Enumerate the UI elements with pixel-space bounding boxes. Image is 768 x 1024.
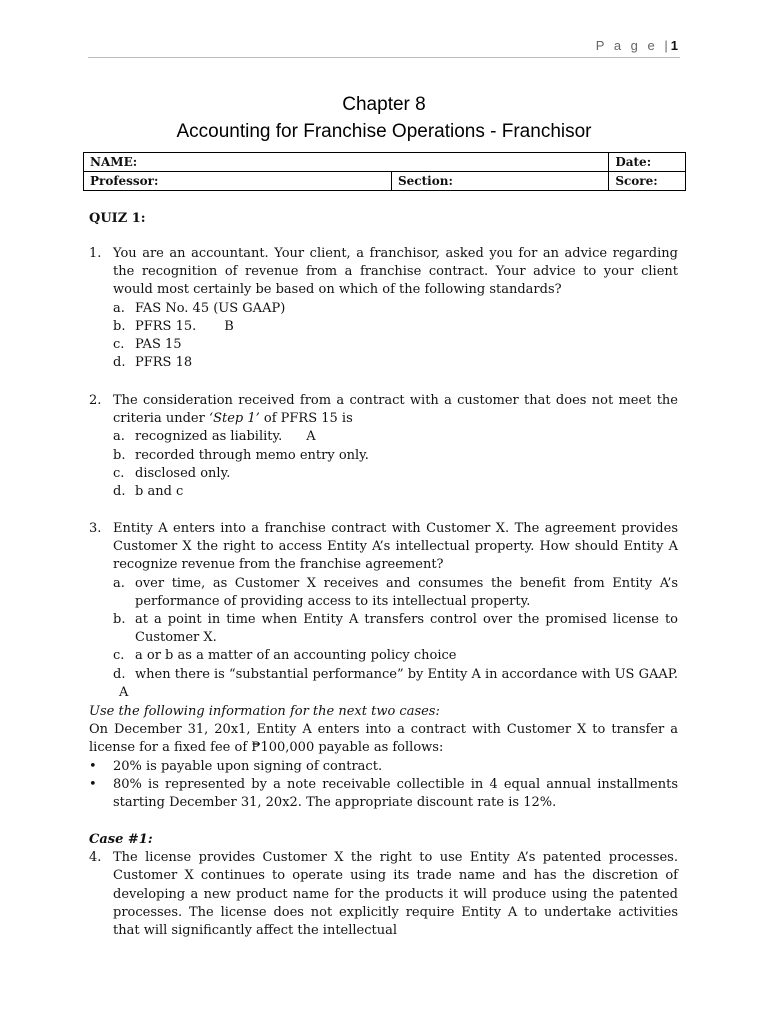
option-a: a. FAS No. 45 (US GAAP): [113, 300, 286, 316]
page-label: P a g e: [595, 38, 658, 53]
question-number: 2.: [89, 393, 102, 408]
answer-mark: A: [119, 684, 129, 700]
student-info-table: [83, 152, 686, 191]
header-rule: [88, 57, 680, 58]
answer-mark: B: [224, 318, 234, 334]
date-field[interactable]: Date:: [609, 153, 686, 172]
option-b: b. recorded through memo entry only.: [113, 447, 369, 463]
info-text: On December 31, 20x1, Entity A enters into a contract with Customer X to transfer a license for a fixed fee of ₱100,000 payable as follows:: [89, 722, 678, 756]
case-title: Case #1:: [89, 832, 153, 847]
option-c: c. a or b as a matter of an accounting policy choice: [113, 648, 457, 664]
option-d: d. b and c: [113, 484, 184, 500]
question-text: The consideration received from a contract with a customer that does not meet the criteria under: [113, 393, 678, 427]
question-2: 2. The consideration received from a contract with a customer that does not meet the criteria under ‘Step 1’ of PFRS 15 is a. recognized as liability. A b. recorded through memo entry only. c. disclosed only. d. b and c: [89, 392, 678, 501]
option-c: c. disclosed only.: [113, 465, 231, 481]
answer-mark: A: [306, 429, 316, 445]
quiz-heading: QUIZ 1:: [89, 211, 146, 226]
question-text: You are an accountant. Your client, a franchisor, asked you for an advice regarding the recognition of revenue from a franchise contract. Your advice to your client would most certainly be based on which of the following standards?: [113, 246, 678, 298]
option-d: d. PFRS 18: [113, 355, 193, 371]
option-b: b. at a point in time when Entity A transfers control over the promised license to Customer X.: [113, 612, 678, 646]
option-a: a. over time, as Customer X receives and consumes the benefit from Entity A’s performance of providing access to its intellectual property.: [113, 575, 678, 609]
chapter-subtitle: Accounting for Franchise Operations - Franchisor: [176, 121, 592, 142]
question-text: The license provides Customer X the right to use Entity A’s patented processes. Customer X continues to operate using its trade name and has the discretion of developing a new product name for the products it will produce using the patented processes. The license does not explicitly require Entity A to undertake activities that will significantly affect the intellectual: [113, 850, 678, 939]
info-bullet: • 80% is represented by a note receivable collectible in 4 equal annual installments starting December 31, 20x2. The appropriate discount rate is 12%.: [89, 776, 678, 811]
page-number: 1: [670, 38, 678, 53]
question-3: [89, 520, 678, 702]
case-1: [89, 831, 678, 940]
name-field[interactable]: NAME:: [84, 153, 609, 172]
professor-field[interactable]: Professor:: [84, 172, 392, 191]
option-b: b. PFRS 15. B: [113, 318, 678, 336]
question-italic-term: ‘Step 1’: [208, 411, 260, 427]
info-intro: Use the following information for the next two cases:: [89, 704, 440, 719]
option-a: a. recognized as liability. A: [113, 428, 678, 446]
section-field[interactable]: Section:: [392, 172, 609, 191]
chapter-title: Chapter 8: [342, 94, 426, 115]
page-separator: |: [664, 38, 671, 53]
option-d: d. when there is “substantial performance” by Entity A in accordance with US GAAP.: [113, 666, 678, 682]
case-information: [89, 703, 678, 812]
page-number-header: [596, 38, 678, 53]
question-1: [89, 245, 678, 372]
option-c: c. PAS 15: [113, 337, 182, 353]
score-field[interactable]: Score:: [609, 172, 686, 191]
question-text: Entity A enters into a franchise contract with Customer X. The agreement provides Customer X the right to access Entity A’s intellectual property. How should Entity A recognize revenue from the franchise agreement?: [113, 521, 678, 573]
question-number: 3.: [89, 521, 102, 536]
question-number: 4.: [89, 850, 102, 866]
question-number: 1.: [89, 246, 102, 261]
info-bullet: • 20% is payable upon signing of contract.: [89, 758, 383, 774]
